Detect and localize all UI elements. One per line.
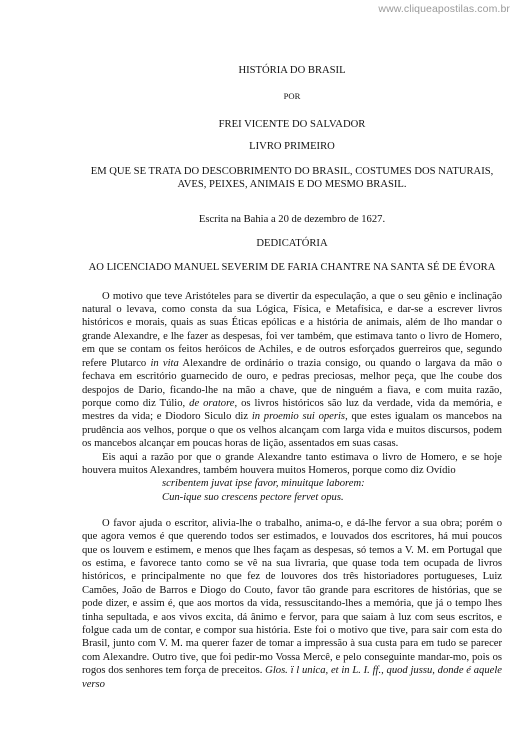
paragraph-3-italic: Glos. ï l unica, et in L. I. ff., quod jussu, donde é aquele verso — [82, 665, 502, 690]
paragraph-1-text-b: Alexandre de ordinário o trazia consigo, ou quando o largava da mão o fechava em escritório guarnecido de ouro, e pedras preciosas, melhor peça, que lhe coube dos despojos de Dario, ficando-lhe na mão a chave, que de ninguém a fiava, e com muita razão, porque como diz Túlio, — [82, 357, 502, 409]
paragraph-1-italic-1: in vita — [150, 357, 179, 369]
paragraph-1-text-a: O motivo que teve Aristóteles para se divertir da especulação, a que o seu gênio e inclinação natural o levava, como consta da sua Lógica, Física, e Metafísica, e dar-se a escrever livros históricos e morais, quais as suas Éticas epólicas e a história de animais, além de lho mandar o grande Alexandre, e lhe fazer as despesas, foi ver também, que estimava tanto o livro de Homero, em que se contam os feitos heróicos de Achiles, e de outros esforçados guerreiros que, segundo refere Plutarco — [82, 290, 502, 369]
by-line: POR — [283, 91, 301, 102]
watermark-text: www.cliqueapostilas.com.br — [378, 3, 510, 15]
paragraph-3 — [82, 517, 502, 691]
book-subtitle-line-2: AVES, PEIXES, ANIMAIS E DO MESMO BRASIL. — [177, 179, 407, 191]
paragraph-1-italic-2: de oratore — [189, 397, 235, 409]
paragraph-3-text: O favor ajuda o escritor, alivia-lhe o trabalho, anima-o, e dá-lhe fervor a sua obra; porém o que agora vemos é que querendo todos ser estimados, e louvados dos escritores, há mui poucos que os louvem e estimem, e menos que lhes façam as despesas, só temos a V. M. em Portugal que os estima, e favorece tanto como se vê na sua livraria, que quase toda tem ocupada de livros históricos, e principalmente no que fez de louvores dos três historiadores portugueses, Luiz Camões, João de Barros e Diogo do Couto, favor tão grande para escritores de histórias, que se pode dizer, e assim é, que aos mortos da vida, ressuscitando-lhes a memória, que já o tempo lhes tinha sepultada, e aos vivos excita, dá ânimo e fervor, para que saiam à luz com seus escritos, e folgue cada um de contar, e compor sua história. Este foi o motivo que tive, para sair com esta do Brasil, junto com V. M. ma querer fazer de tomar a impressão à sua custa para em tudo se parecer com Alexandre. Outro tive, que foi pedir-mo Vossa Mercê, e pelo conseguinte mandar-mo, pois os rogos dos senhores tem força de preceitos. — [82, 517, 502, 677]
paragraph-1-italic-3: in proemio sui operis — [251, 411, 346, 423]
latin-quote-line-2: Cun-ique suo crescens pectore fervet opus. — [162, 491, 344, 503]
book-heading: LIVRO PRIMEIRO — [249, 141, 335, 153]
dedication-heading: DEDICATÓRIA — [256, 237, 328, 249]
paragraph-1-text-d: , que estes igualam os mancebos na prudência aos velhos, porque o que os velhos alcançam com larga vida e muitos discursos, podem os mancebos alcançar em poucas horas de lição, assentados em suas casas. — [82, 411, 502, 450]
document-page — [82, 64, 502, 691]
dedicatee-line: AO LICENCIADO MANUEL SEVERIM DE FARIA CHANTRE NA SANTA SÉ DE ÉVORA — [88, 262, 496, 274]
latin-quote-line-1: scribentem juvat ipse favor, minuitque laborem: — [162, 478, 365, 490]
document-title: HISTÓRIA DO BRASIL — [238, 65, 346, 76]
date-line: Escrita na Bahia a 20 de dezembro de 1627. — [198, 214, 386, 226]
paragraph-2: Eis aqui a razão por que o grande Alexandre tanto estimava o livro de Homero, e se hoje houvera muitos Alexandres, também houvera muitos Homeros, porque como diz Ovídio — [82, 451, 502, 476]
paragraph-1 — [82, 290, 502, 451]
author-name: FREI VICENTE DO SALVADOR — [218, 118, 366, 130]
book-subtitle-line-1: EM QUE SE TRATA DO DESCOBRIMENTO DO BRASIL, COSTUMES DOS NATURAIS, — [90, 165, 494, 177]
paragraph-1-text-c: , os livros históricos são luz da verdade, vida da memória, e mestres da vida; e Diodoro Siculo diz — [82, 397, 502, 423]
